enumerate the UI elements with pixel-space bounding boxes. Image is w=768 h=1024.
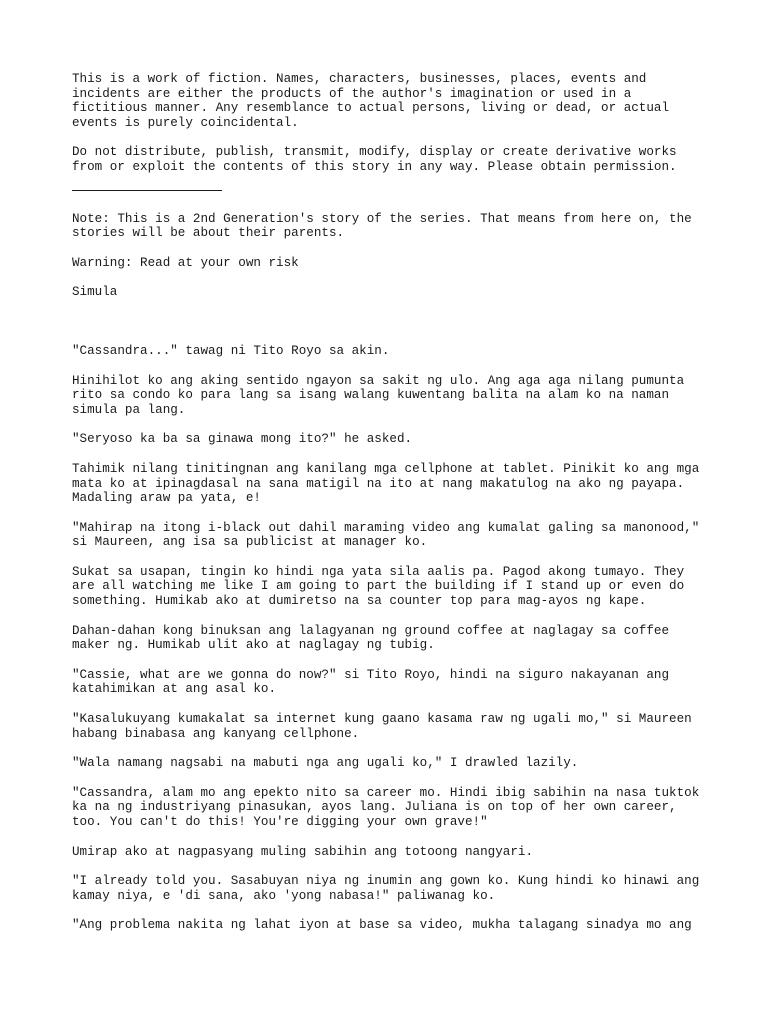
story-paragraph: "Cassandra, alam mo ang epekto nito sa career mo. Hindi ibig sabihin na nasa tuktok ka na ng industriyang pinasukan, ayos lang. Juliana is on top of her own career, too. You can't do this! You're digging your own grave!" xyxy=(72,785,707,829)
story-paragraph: Hinihilot ko ang aking sentido ngayon sa sakit ng ulo. Ang aga aga nilang pumunta rito sa condo ko para lang sa isang walang kuwentang balita na alam ko na naman simula pa lang. xyxy=(72,373,692,417)
story-paragraph: Sukat sa usapan, tingin ko hindi nga yata sila aalis pa. Pagod akong tumayo. They are all watching me like I am going to part the building if I stand up or even do something. Humikab ako at dumiretso na sa counter top para mag-ayos ng kape. xyxy=(72,564,692,609)
story-paragraph: "Wala namang nagsabi na mabuti nga ang ugali ko," I drawled lazily. xyxy=(72,756,579,771)
story-paragraph: "Cassie, what are we gonna do now?" si Tito Royo, hindi na siguro nakayanan ang katahimikan at ang asal ko. xyxy=(72,667,677,697)
story-paragraph: "Seryoso ka ba sa ginawa mong ito?" he asked. xyxy=(72,432,413,447)
chapter-title: Simula xyxy=(72,285,118,300)
story-paragraph: Tahimik nilang tinitingnan ang kanilang mga cellphone at tablet. Pinikit ko ang mga mata ko at ipinagdasal na sana matigil na ito at nang makatulog na ako ng payapa. Madaling araw pa yata, e! xyxy=(72,461,707,506)
story-paragraph: "Mahirap na itong i-black out dahil maraming video ang kumalat galing sa manonood," si Maureen, ang isa sa publicist at manager ko. xyxy=(72,520,707,550)
author-note: Note: This is a 2nd Generation's story of the series. That means from here on, the stories will be about their parents. xyxy=(72,211,700,241)
copyright-paragraph: Do not distribute, publish, transmit, modify, display or create derivative works from or exploit the contents of this story in any way. Please obtain permission. xyxy=(72,145,685,174)
story-paragraph: Dahan-dahan kong binuksan ang lalagyanan ng ground coffee at naglagay sa coffee maker ng. Humikab ulit ako at naglagay ng tubig. xyxy=(72,623,677,653)
disclaimer-paragraph: This is a work of fiction. Names, characters, businesses, places, events and incidents are either the products of the author's imagination or used in a fictitious manner. Any resemblance to actual persons, living or dead, or actual events is purely coincidental. xyxy=(72,72,677,130)
story-paragraph: "Kasalukuyang kumakalat sa internet kung gaano kasama raw ng ugali mo," si Maureen habang binabasa ang kanyang cellphone. xyxy=(72,712,700,741)
story-paragraph: "Ang problema nakita ng lahat iyon at base sa video, mukha talagang sinadya mo ang xyxy=(72,918,692,933)
section-divider xyxy=(72,190,222,191)
story-paragraph: Umirap ako at nagpasyang muling sabihin ang totoong nangyari. xyxy=(72,844,534,859)
reader-warning: Warning: Read at your own risk xyxy=(72,255,299,270)
document-page xyxy=(72,72,712,948)
story-paragraph: "I already told you. Sasabuyan niya ng inumin ang gown ko. Kung hindi ko hinawi ang kamay niya, e 'di sana, ako 'yong nabasa!" paliwanag ko. xyxy=(72,874,707,903)
story-paragraph: "Cassandra..." tawag ni Tito Royo sa akin. xyxy=(72,343,390,358)
